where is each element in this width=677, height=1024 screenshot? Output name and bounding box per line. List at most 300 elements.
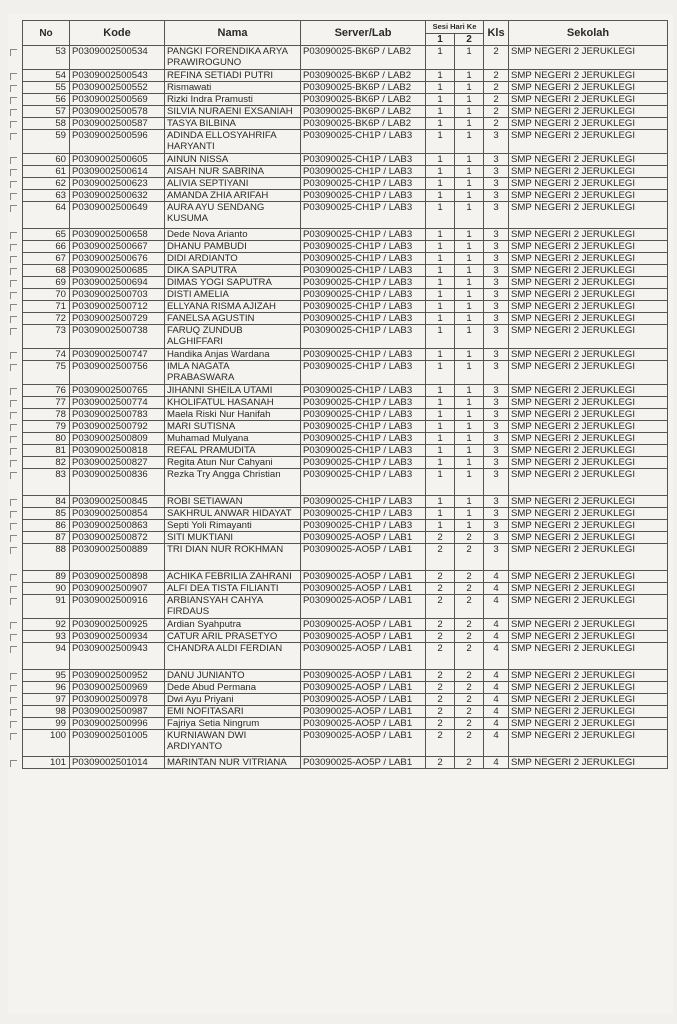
cell-kode: P0309002500978 — [70, 694, 165, 706]
table-row — [23, 670, 668, 682]
table-row — [23, 706, 668, 718]
cell-nama: Fajriya Setia Ningrum — [165, 718, 301, 730]
table-row — [23, 361, 668, 385]
cell-nama: REFAL PRAMUDITA — [165, 445, 301, 457]
cell-no: 70 — [23, 289, 70, 301]
table-row — [23, 178, 668, 190]
cell-sekolah: SMP NEGERI 2 JERUKLEGI — [509, 457, 668, 469]
cell-server-lab: P03090025-CH1P / LAB3 — [301, 349, 426, 361]
table-row — [23, 349, 668, 361]
table-row — [23, 46, 668, 70]
cell-server-lab: P03090025-CH1P / LAB3 — [301, 445, 426, 457]
cell-sesi-1: 1 — [426, 82, 455, 94]
cell-server-lab: P03090025-CH1P / LAB3 — [301, 325, 426, 349]
cell-kode: P0309002500712 — [70, 301, 165, 313]
cell-server-lab: P03090025-CH1P / LAB3 — [301, 520, 426, 532]
cell-sekolah: SMP NEGERI 2 JERUKLEGI — [509, 253, 668, 265]
table-row — [23, 445, 668, 457]
cell-kls: 3 — [484, 349, 509, 361]
cell-server-lab: P03090025-CH1P / LAB3 — [301, 385, 426, 397]
cell-server-lab: P03090025-CH1P / LAB3 — [301, 313, 426, 325]
cell-sesi-2: 1 — [455, 508, 484, 520]
cell-kode: P0309002500889 — [70, 544, 165, 571]
cell-sesi-2: 1 — [455, 229, 484, 241]
cell-nama: JIHANNI SHEILA UTAMI — [165, 385, 301, 397]
row-checkbox — [10, 511, 17, 518]
cell-kode: P0309002500703 — [70, 289, 165, 301]
cell-kls: 4 — [484, 757, 509, 769]
row-checkbox — [10, 169, 17, 176]
table-row — [23, 544, 668, 571]
cell-no: 78 — [23, 409, 70, 421]
cell-nama: CHANDRA ALDI FERDIAN — [165, 643, 301, 670]
cell-nama: DISTI AMELIA — [165, 289, 301, 301]
cell-sekolah: SMP NEGERI 2 JERUKLEGI — [509, 241, 668, 253]
cell-sesi-2: 2 — [455, 544, 484, 571]
table-row — [23, 229, 668, 241]
cell-sesi-2: 1 — [455, 154, 484, 166]
cell-no: 92 — [23, 619, 70, 631]
cell-no: 101 — [23, 757, 70, 769]
cell-sekolah: SMP NEGERI 2 JERUKLEGI — [509, 118, 668, 130]
cell-sesi-2: 1 — [455, 469, 484, 496]
row-checkbox — [10, 304, 17, 311]
cell-server-lab: P03090025-CH1P / LAB3 — [301, 241, 426, 253]
cell-sesi-2: 2 — [455, 757, 484, 769]
cell-sesi-1: 1 — [426, 190, 455, 202]
table-row — [23, 520, 668, 532]
cell-nama: Dede Abud Permana — [165, 682, 301, 694]
cell-sesi-1: 1 — [426, 325, 455, 349]
row-checkbox — [10, 328, 17, 335]
table-row — [23, 595, 668, 619]
cell-kls: 3 — [484, 253, 509, 265]
cell-nama: Maela Riski Nur Hanifah — [165, 409, 301, 421]
cell-sesi-2: 2 — [455, 583, 484, 595]
cell-nama: Rismawati — [165, 82, 301, 94]
cell-sesi-2: 2 — [455, 682, 484, 694]
cell-kode: P0309002500854 — [70, 508, 165, 520]
cell-kode: P0309002500836 — [70, 469, 165, 496]
cell-kode: P0309002500774 — [70, 397, 165, 409]
cell-nama: ACHIKA FEBRILIA ZAHRANI — [165, 571, 301, 583]
cell-sesi-2: 1 — [455, 241, 484, 253]
cell-nama: FARUQ ZUNDUB ALGHIFFARI — [165, 325, 301, 349]
row-checkbox — [10, 598, 17, 605]
cell-sesi-2: 2 — [455, 571, 484, 583]
cell-kode: P0309002500694 — [70, 277, 165, 289]
table-row — [23, 325, 668, 349]
header-nama: Nama — [165, 21, 301, 46]
table-row — [23, 469, 668, 496]
cell-server-lab: P03090025-CH1P / LAB3 — [301, 397, 426, 409]
cell-server-lab: P03090025-CH1P / LAB3 — [301, 301, 426, 313]
cell-server-lab: P03090025-CH1P / LAB3 — [301, 154, 426, 166]
cell-kls: 3 — [484, 457, 509, 469]
cell-server-lab: P03090025-AO5P / LAB1 — [301, 718, 426, 730]
row-checkbox — [10, 412, 17, 419]
cell-nama: DIDI ARDIANTO — [165, 253, 301, 265]
cell-sesi-1: 1 — [426, 46, 455, 70]
cell-no: 88 — [23, 544, 70, 571]
cell-nama: IMLA NAGATA PRABASWARA — [165, 361, 301, 385]
header-kls: Kls — [484, 21, 509, 46]
table-row — [23, 130, 668, 154]
table-row — [23, 421, 668, 433]
cell-no: 60 — [23, 154, 70, 166]
cell-kls: 3 — [484, 409, 509, 421]
cell-sesi-1: 2 — [426, 619, 455, 631]
cell-no: 57 — [23, 106, 70, 118]
cell-kode: P0309002500765 — [70, 385, 165, 397]
header-sesi-hari-ke: Sesi Hari Ke — [426, 21, 484, 34]
cell-kls: 2 — [484, 82, 509, 94]
cell-sekolah: SMP NEGERI 2 JERUKLEGI — [509, 595, 668, 619]
cell-sesi-2: 2 — [455, 694, 484, 706]
cell-server-lab: P03090025-CH1P / LAB3 — [301, 457, 426, 469]
cell-nama: Ardian Syahputra — [165, 619, 301, 631]
row-checkbox — [10, 721, 17, 728]
cell-kls: 2 — [484, 118, 509, 130]
cell-kls: 4 — [484, 730, 509, 757]
cell-sesi-1: 2 — [426, 532, 455, 544]
cell-sekolah: SMP NEGERI 2 JERUKLEGI — [509, 718, 668, 730]
table-row — [23, 583, 668, 595]
row-checkbox — [10, 760, 17, 767]
cell-sekolah: SMP NEGERI 2 JERUKLEGI — [509, 190, 668, 202]
table-row — [23, 397, 668, 409]
row-checkbox — [10, 133, 17, 140]
table-row — [23, 154, 668, 166]
row-checkbox — [10, 436, 17, 443]
cell-sesi-2: 1 — [455, 301, 484, 313]
table-row — [23, 532, 668, 544]
cell-sesi-1: 2 — [426, 670, 455, 682]
row-checkbox — [10, 256, 17, 263]
cell-no: 69 — [23, 277, 70, 289]
row-checkbox — [10, 733, 17, 740]
cell-sekolah: SMP NEGERI 2 JERUKLEGI — [509, 397, 668, 409]
cell-nama: SAKHRUL ANWAR HIDAYAT — [165, 508, 301, 520]
cell-kode: P0309002500969 — [70, 682, 165, 694]
row-checkbox — [10, 448, 17, 455]
cell-server-lab: P03090025-AO5P / LAB1 — [301, 682, 426, 694]
row-checkbox — [10, 673, 17, 680]
cell-sesi-2: 2 — [455, 643, 484, 670]
cell-kls: 3 — [484, 202, 509, 229]
row-checkbox — [10, 622, 17, 629]
cell-sesi-2: 1 — [455, 166, 484, 178]
cell-sesi-1: 1 — [426, 313, 455, 325]
cell-sekolah: SMP NEGERI 2 JERUKLEGI — [509, 520, 668, 532]
cell-kode: P0309002500569 — [70, 94, 165, 106]
cell-sekolah: SMP NEGERI 2 JERUKLEGI — [509, 154, 668, 166]
table-row — [23, 457, 668, 469]
table-row — [23, 433, 668, 445]
cell-nama: Regita Atun Nur Cahyani — [165, 457, 301, 469]
cell-kls: 3 — [484, 421, 509, 433]
cell-server-lab: P03090025-AO5P / LAB1 — [301, 544, 426, 571]
cell-sekolah: SMP NEGERI 2 JERUKLEGI — [509, 532, 668, 544]
table-row — [23, 82, 668, 94]
cell-nama: KURNIAWAN DWI ARDIYANTO — [165, 730, 301, 757]
cell-kls: 3 — [484, 508, 509, 520]
cell-server-lab: P03090025-BK6P / LAB2 — [301, 106, 426, 118]
cell-sesi-1: 2 — [426, 718, 455, 730]
table-row — [23, 313, 668, 325]
cell-sesi-1: 1 — [426, 166, 455, 178]
table-row — [23, 682, 668, 694]
cell-kls: 4 — [484, 694, 509, 706]
cell-server-lab: P03090025-BK6P / LAB2 — [301, 94, 426, 106]
cell-no: 65 — [23, 229, 70, 241]
cell-no: 66 — [23, 241, 70, 253]
cell-kls: 3 — [484, 130, 509, 154]
cell-sesi-2: 2 — [455, 670, 484, 682]
cell-kode: P0309002500738 — [70, 325, 165, 349]
cell-kls: 4 — [484, 631, 509, 643]
cell-nama: DIKA SAPUTRA — [165, 265, 301, 277]
cell-server-lab: P03090025-AO5P / LAB1 — [301, 757, 426, 769]
cell-no: 64 — [23, 202, 70, 229]
cell-nama: Muhamad Mulyana — [165, 433, 301, 445]
cell-sekolah: SMP NEGERI 2 JERUKLEGI — [509, 82, 668, 94]
cell-no: 93 — [23, 631, 70, 643]
cell-kode: P0309002500614 — [70, 166, 165, 178]
cell-no: 77 — [23, 397, 70, 409]
table-row — [23, 118, 668, 130]
cell-sekolah: SMP NEGERI 2 JERUKLEGI — [509, 445, 668, 457]
cell-nama: DHANU PAMBUDI — [165, 241, 301, 253]
cell-sesi-2: 2 — [455, 532, 484, 544]
cell-sesi-2: 2 — [455, 706, 484, 718]
cell-no: 68 — [23, 265, 70, 277]
cell-sekolah: SMP NEGERI 2 JERUKLEGI — [509, 94, 668, 106]
cell-nama: AURA AYU SENDANG KUSUMA — [165, 202, 301, 229]
cell-no: 54 — [23, 70, 70, 82]
row-checkbox — [10, 109, 17, 116]
cell-nama: AISAH NUR SABRINA — [165, 166, 301, 178]
cell-server-lab: P03090025-CH1P / LAB3 — [301, 409, 426, 421]
cell-sekolah: SMP NEGERI 2 JERUKLEGI — [509, 694, 668, 706]
header-sesi-2: 2 — [455, 34, 484, 46]
cell-sesi-1: 1 — [426, 154, 455, 166]
cell-sesi-2: 1 — [455, 202, 484, 229]
cell-sesi-2: 1 — [455, 397, 484, 409]
cell-kode: P0309002500667 — [70, 241, 165, 253]
cell-sesi-1: 1 — [426, 118, 455, 130]
cell-sesi-1: 1 — [426, 301, 455, 313]
cell-kode: P0309002500685 — [70, 265, 165, 277]
cell-server-lab: P03090025-BK6P / LAB2 — [301, 118, 426, 130]
cell-server-lab: P03090025-CH1P / LAB3 — [301, 508, 426, 520]
cell-server-lab: P03090025-BK6P / LAB2 — [301, 46, 426, 70]
cell-sesi-1: 1 — [426, 433, 455, 445]
row-checkbox — [10, 523, 17, 530]
cell-no: 59 — [23, 130, 70, 154]
cell-sekolah: SMP NEGERI 2 JERUKLEGI — [509, 229, 668, 241]
cell-sekolah: SMP NEGERI 2 JERUKLEGI — [509, 265, 668, 277]
cell-kls: 3 — [484, 313, 509, 325]
cell-kode: P0309002500943 — [70, 643, 165, 670]
row-checkbox — [10, 157, 17, 164]
cell-no: 72 — [23, 313, 70, 325]
cell-kode: P0309002500747 — [70, 349, 165, 361]
cell-server-lab: P03090025-AO5P / LAB1 — [301, 706, 426, 718]
cell-sesi-1: 1 — [426, 229, 455, 241]
cell-no: 74 — [23, 349, 70, 361]
table-row — [23, 757, 668, 769]
cell-kls: 4 — [484, 718, 509, 730]
cell-sesi-2: 2 — [455, 718, 484, 730]
cell-kls: 3 — [484, 325, 509, 349]
cell-sekolah: SMP NEGERI 2 JERUKLEGI — [509, 706, 668, 718]
cell-no: 99 — [23, 718, 70, 730]
row-checkbox — [10, 121, 17, 128]
cell-sesi-2: 1 — [455, 433, 484, 445]
cell-sesi-1: 2 — [426, 694, 455, 706]
cell-no: 87 — [23, 532, 70, 544]
cell-kode: P0309002500632 — [70, 190, 165, 202]
row-checkbox — [10, 400, 17, 407]
row-checkbox — [10, 73, 17, 80]
cell-no: 81 — [23, 445, 70, 457]
cell-sekolah: SMP NEGERI 2 JERUKLEGI — [509, 496, 668, 508]
cell-sekolah: SMP NEGERI 2 JERUKLEGI — [509, 46, 668, 70]
cell-kls: 3 — [484, 289, 509, 301]
row-checkbox-column — [8, 14, 22, 1014]
cell-sesi-2: 1 — [455, 130, 484, 154]
cell-kls: 3 — [484, 190, 509, 202]
row-checkbox — [10, 97, 17, 104]
cell-server-lab: P03090025-CH1P / LAB3 — [301, 421, 426, 433]
cell-nama: MARINTAN NUR VITRIANA — [165, 757, 301, 769]
cell-kode: P0309002500578 — [70, 106, 165, 118]
cell-sesi-1: 1 — [426, 349, 455, 361]
cell-sekolah: SMP NEGERI 2 JERUKLEGI — [509, 202, 668, 229]
table-body — [23, 46, 668, 769]
cell-server-lab: P03090025-AO5P / LAB1 — [301, 730, 426, 757]
row-checkbox — [10, 547, 17, 554]
cell-nama: SILVIA NURAENI EXSANIAH — [165, 106, 301, 118]
cell-sekolah: SMP NEGERI 2 JERUKLEGI — [509, 301, 668, 313]
header-server-lab: Server/Lab — [301, 21, 426, 46]
cell-kode: P0309002500827 — [70, 457, 165, 469]
cell-nama: Septi Yoli Rimayanti — [165, 520, 301, 532]
cell-sekolah: SMP NEGERI 2 JERUKLEGI — [509, 670, 668, 682]
cell-kode: P0309002500623 — [70, 178, 165, 190]
cell-no: 63 — [23, 190, 70, 202]
cell-sekolah: SMP NEGERI 2 JERUKLEGI — [509, 508, 668, 520]
cell-kls: 3 — [484, 433, 509, 445]
cell-sesi-1: 2 — [426, 643, 455, 670]
cell-no: 90 — [23, 583, 70, 595]
cell-sesi-2: 1 — [455, 325, 484, 349]
cell-kode: P0309002500792 — [70, 421, 165, 433]
cell-kode: P0309002500596 — [70, 130, 165, 154]
cell-sesi-2: 1 — [455, 178, 484, 190]
cell-nama: DIMAS YOGI SAPUTRA — [165, 277, 301, 289]
cell-kode: P0309002500587 — [70, 118, 165, 130]
cell-sekolah: SMP NEGERI 2 JERUKLEGI — [509, 277, 668, 289]
cell-sesi-1: 1 — [426, 94, 455, 106]
cell-kode: P0309002500658 — [70, 229, 165, 241]
cell-server-lab: P03090025-CH1P / LAB3 — [301, 229, 426, 241]
cell-sesi-1: 2 — [426, 706, 455, 718]
cell-kode: P0309002500649 — [70, 202, 165, 229]
cell-sekolah: SMP NEGERI 2 JERUKLEGI — [509, 313, 668, 325]
cell-server-lab: P03090025-AO5P / LAB1 — [301, 670, 426, 682]
cell-sesi-2: 2 — [455, 631, 484, 643]
cell-sesi-2: 1 — [455, 265, 484, 277]
cell-kls: 2 — [484, 46, 509, 70]
cell-nama: ADINDA ELLOSYAHRIFA HARYANTI — [165, 130, 301, 154]
cell-nama: ALIVIA SEPTIYANI — [165, 178, 301, 190]
cell-kls: 3 — [484, 166, 509, 178]
cell-sesi-2: 2 — [455, 595, 484, 619]
cell-sesi-1: 1 — [426, 397, 455, 409]
cell-no: 80 — [23, 433, 70, 445]
cell-no: 76 — [23, 385, 70, 397]
cell-no: 61 — [23, 166, 70, 178]
cell-no: 75 — [23, 361, 70, 385]
cell-nama: ALFI DEA TISTA FILIANTI — [165, 583, 301, 595]
table-row — [23, 496, 668, 508]
cell-kode: P0309002500996 — [70, 718, 165, 730]
cell-kls: 3 — [484, 520, 509, 532]
cell-sesi-1: 2 — [426, 631, 455, 643]
cell-sesi-1: 2 — [426, 682, 455, 694]
cell-kls: 4 — [484, 643, 509, 670]
cell-no: 62 — [23, 178, 70, 190]
cell-sesi-1: 2 — [426, 730, 455, 757]
cell-kode: P0309002500809 — [70, 433, 165, 445]
table-row — [23, 718, 668, 730]
cell-kls: 3 — [484, 301, 509, 313]
cell-nama: Dwi Ayu Priyani — [165, 694, 301, 706]
row-checkbox — [10, 499, 17, 506]
cell-kode: P0309002500934 — [70, 631, 165, 643]
table-row — [23, 70, 668, 82]
cell-sesi-2: 1 — [455, 349, 484, 361]
cell-nama: AINUN NISSA — [165, 154, 301, 166]
cell-sekolah: SMP NEGERI 2 JERUKLEGI — [509, 289, 668, 301]
table-row — [23, 253, 668, 265]
row-checkbox — [10, 292, 17, 299]
table-row — [23, 265, 668, 277]
table-row — [23, 694, 668, 706]
row-checkbox — [10, 388, 17, 395]
cell-server-lab: P03090025-AO5P / LAB1 — [301, 643, 426, 670]
cell-sesi-1: 1 — [426, 496, 455, 508]
cell-kode: P0309002500845 — [70, 496, 165, 508]
cell-no: 95 — [23, 670, 70, 682]
cell-nama: KHOLIFATUL HASANAH — [165, 397, 301, 409]
row-checkbox — [10, 205, 17, 212]
cell-kls: 3 — [484, 361, 509, 385]
cell-server-lab: P03090025-CH1P / LAB3 — [301, 361, 426, 385]
row-checkbox — [10, 424, 17, 431]
cell-sesi-1: 1 — [426, 289, 455, 301]
cell-no: 56 — [23, 94, 70, 106]
cell-sesi-2: 1 — [455, 277, 484, 289]
table-row — [23, 508, 668, 520]
row-checkbox — [10, 364, 17, 371]
cell-nama: TRI DIAN NUR ROKHMAN — [165, 544, 301, 571]
cell-sesi-1: 1 — [426, 178, 455, 190]
cell-kode: P0309002500605 — [70, 154, 165, 166]
row-checkbox — [10, 709, 17, 716]
